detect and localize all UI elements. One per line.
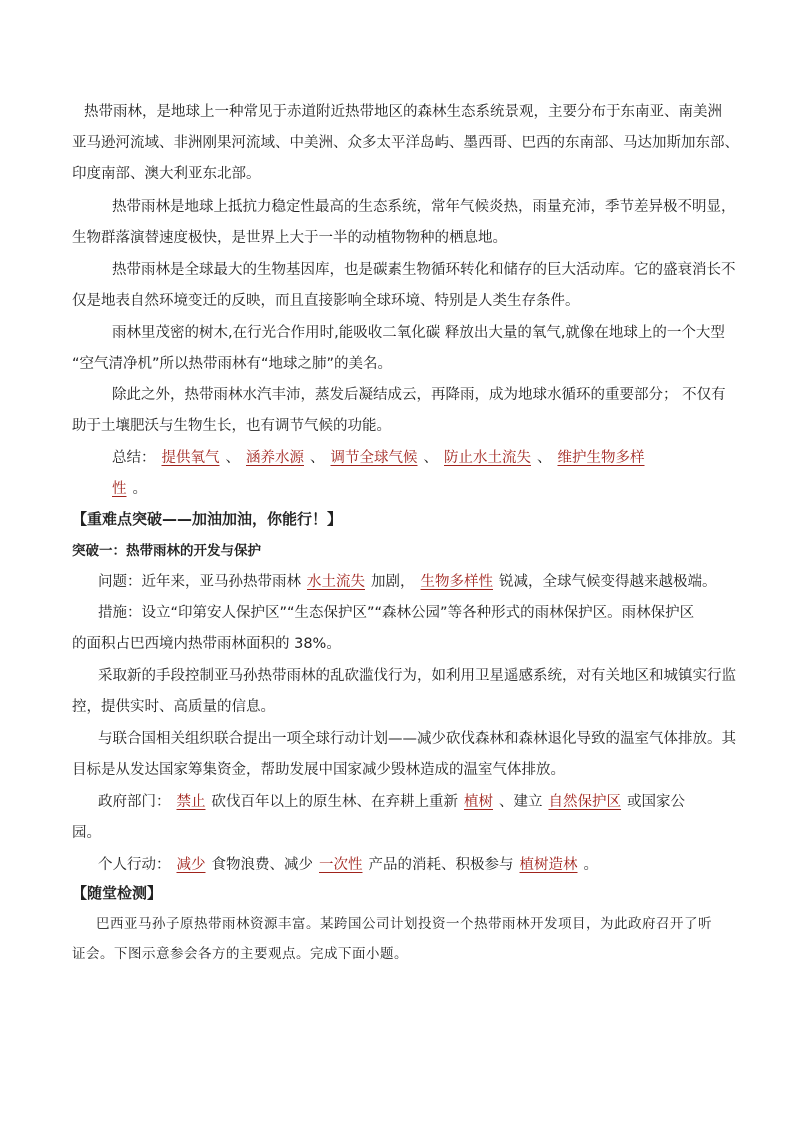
paragraph-4-line-2: “空气清净机”所以热带雨林有“地球之肺”的美名。 bbox=[72, 356, 393, 372]
answer-provide-oxygen: 提供氧气 bbox=[161, 450, 220, 466]
separator: 、 bbox=[423, 450, 438, 466]
test-line-2: 证会。下图示意参会各方的主要观点。完成下面小题。 bbox=[72, 946, 408, 962]
answer-regulate-climate: 调节全球气候 bbox=[330, 450, 418, 466]
personal-prefix: 个人行动： bbox=[98, 857, 171, 873]
separator: 、 bbox=[537, 450, 552, 466]
separator: 、 bbox=[225, 450, 240, 466]
paragraph-6-line-1: 采取新的手段控制亚马孙热带雨林的乱砍滥伐行为，如利用卫星遥感系统，对有关地区和城镇实行监 bbox=[98, 668, 736, 684]
breakthrough-title: 突破一：热带雨林的开发与保护 bbox=[72, 543, 261, 559]
government-suffix: 或国家公 bbox=[627, 794, 685, 810]
summary-line-2 bbox=[106, 479, 147, 499]
answer-prevent-soil-erosion: 防止水土流失 bbox=[444, 450, 531, 466]
paragraph-5-line-2: 助于土壤肥沃与生物生长，也有调节气候的功能。 bbox=[72, 418, 391, 434]
question-prefix: 问题：近年来，亚马孙热带雨林 bbox=[98, 574, 301, 590]
question-middle: 加剧， bbox=[371, 574, 415, 590]
test-line-1: 巴西亚马孙子原热带雨林资源丰富。某跨国公司计划投资一个热带雨林开发项目，为此政府召开了听 bbox=[96, 916, 712, 932]
measures-line-1: 措施：设立“印第安人保护区”“生态保护区”“森林公园”等各种形式的雨林保护区。雨林保护区 bbox=[98, 605, 695, 621]
measures-line-2: 的面积占巴西境内热带雨林面积的 38%。 bbox=[72, 636, 341, 652]
paragraph-3-line-2: 仅是地表自然环境变迁的反映，而且直接影响全球环境、特别是人类生存条件。 bbox=[72, 293, 580, 309]
test-title: 【随堂检测】 bbox=[72, 884, 163, 902]
section-title: 【重难点突破——加油加油，你能行！】 bbox=[72, 510, 343, 528]
answer-prohibit: 禁止 bbox=[176, 794, 206, 810]
summary-label: 总结： bbox=[112, 450, 156, 466]
answer-nature-reserve: 自然保护区 bbox=[548, 794, 621, 810]
answer-biodiversity-q: 生物多样性 bbox=[420, 574, 493, 590]
answer-reduce: 减少 bbox=[176, 857, 206, 873]
personal-line bbox=[98, 855, 598, 875]
paragraph-5-line-1: 除此之外，热带雨林水汽丰沛，蒸发后凝结成云，再降雨，成为地球水循环的重要部分； 不仅有 bbox=[112, 387, 726, 403]
paragraph-1-line-1: 热带雨林，是地球上一种常见于赤道附近热带地区的森林生态系统景观，主要分布于东南亚、南美洲 bbox=[84, 104, 722, 120]
answer-disposable: 一次性 bbox=[319, 857, 363, 873]
separator: 、 bbox=[310, 450, 325, 466]
government-line-1 bbox=[98, 792, 685, 812]
summary-end: 。 bbox=[132, 481, 147, 497]
paragraph-4-line-1: 雨林里茂密的树木,在行光合作用时,能吸收二氧化碳 释放出大量的氧气,就像在地球上的一个大型 bbox=[112, 325, 725, 341]
question-suffix: 锐减，全球气候变得越来越极端。 bbox=[499, 574, 717, 590]
answer-biodiversity-cont: 性 bbox=[112, 481, 127, 497]
personal-middle-2: 产品的消耗、积极参与 bbox=[368, 857, 514, 873]
government-middle-2: 、建立 bbox=[499, 794, 543, 810]
paragraph-7-line-1: 与联合国相关组织联合提出一项全球行动计划——减少砍伐森林和森林退化导致的温室气体排放。其 bbox=[98, 731, 736, 747]
government-middle-1: 砍伐百年以上的原生林、在弃耕上重新 bbox=[211, 794, 458, 810]
paragraph-2-line-2: 生物群落演替速度极快，是世界上大于一半的动植物物种的栖息地。 bbox=[72, 230, 507, 246]
government-prefix: 政府部门： bbox=[98, 794, 171, 810]
answer-biodiversity: 维护生物多样 bbox=[557, 450, 645, 466]
paragraph-2-line-1: 热带雨林是地球上抵抗力稳定性最高的生态系统，常年气候炎热，雨量充沛，季节差异极不明显， bbox=[112, 199, 736, 215]
answer-soil-erosion: 水土流失 bbox=[307, 574, 365, 590]
answer-plant-trees: 植树 bbox=[464, 794, 493, 810]
paragraph-3-line-1: 热带雨林是全球最大的生物基因库，也是碳素生物循环转化和储存的巨大活动库。它的盛衰消长不 bbox=[112, 262, 736, 278]
paragraph-1-line-3: 印度南部、澳大利亚东北部。 bbox=[72, 166, 261, 182]
personal-end: 。 bbox=[583, 857, 598, 873]
personal-middle-1: 食物浪费、减少 bbox=[211, 857, 313, 873]
paragraph-7-line-2: 目标是从发达国家筹集资金，帮助发展中国家减少毁林造成的温室气体排放。 bbox=[72, 762, 565, 778]
government-line-2: 园。 bbox=[72, 825, 101, 841]
answer-conserve-water: 涵养水源 bbox=[246, 450, 304, 466]
answer-afforestation: 植树造林 bbox=[519, 857, 578, 873]
summary-line-1 bbox=[112, 448, 651, 468]
paragraph-1-line-2: 亚马逊河流域、非洲刚果河流域、中美洲、众多太平洋岛屿、墨西哥、巴西的东南部、马达加斯加东部、 bbox=[72, 135, 739, 151]
paragraph-6-line-2: 控，提供实时、高质量的信息。 bbox=[72, 699, 275, 715]
question-line bbox=[98, 572, 717, 592]
